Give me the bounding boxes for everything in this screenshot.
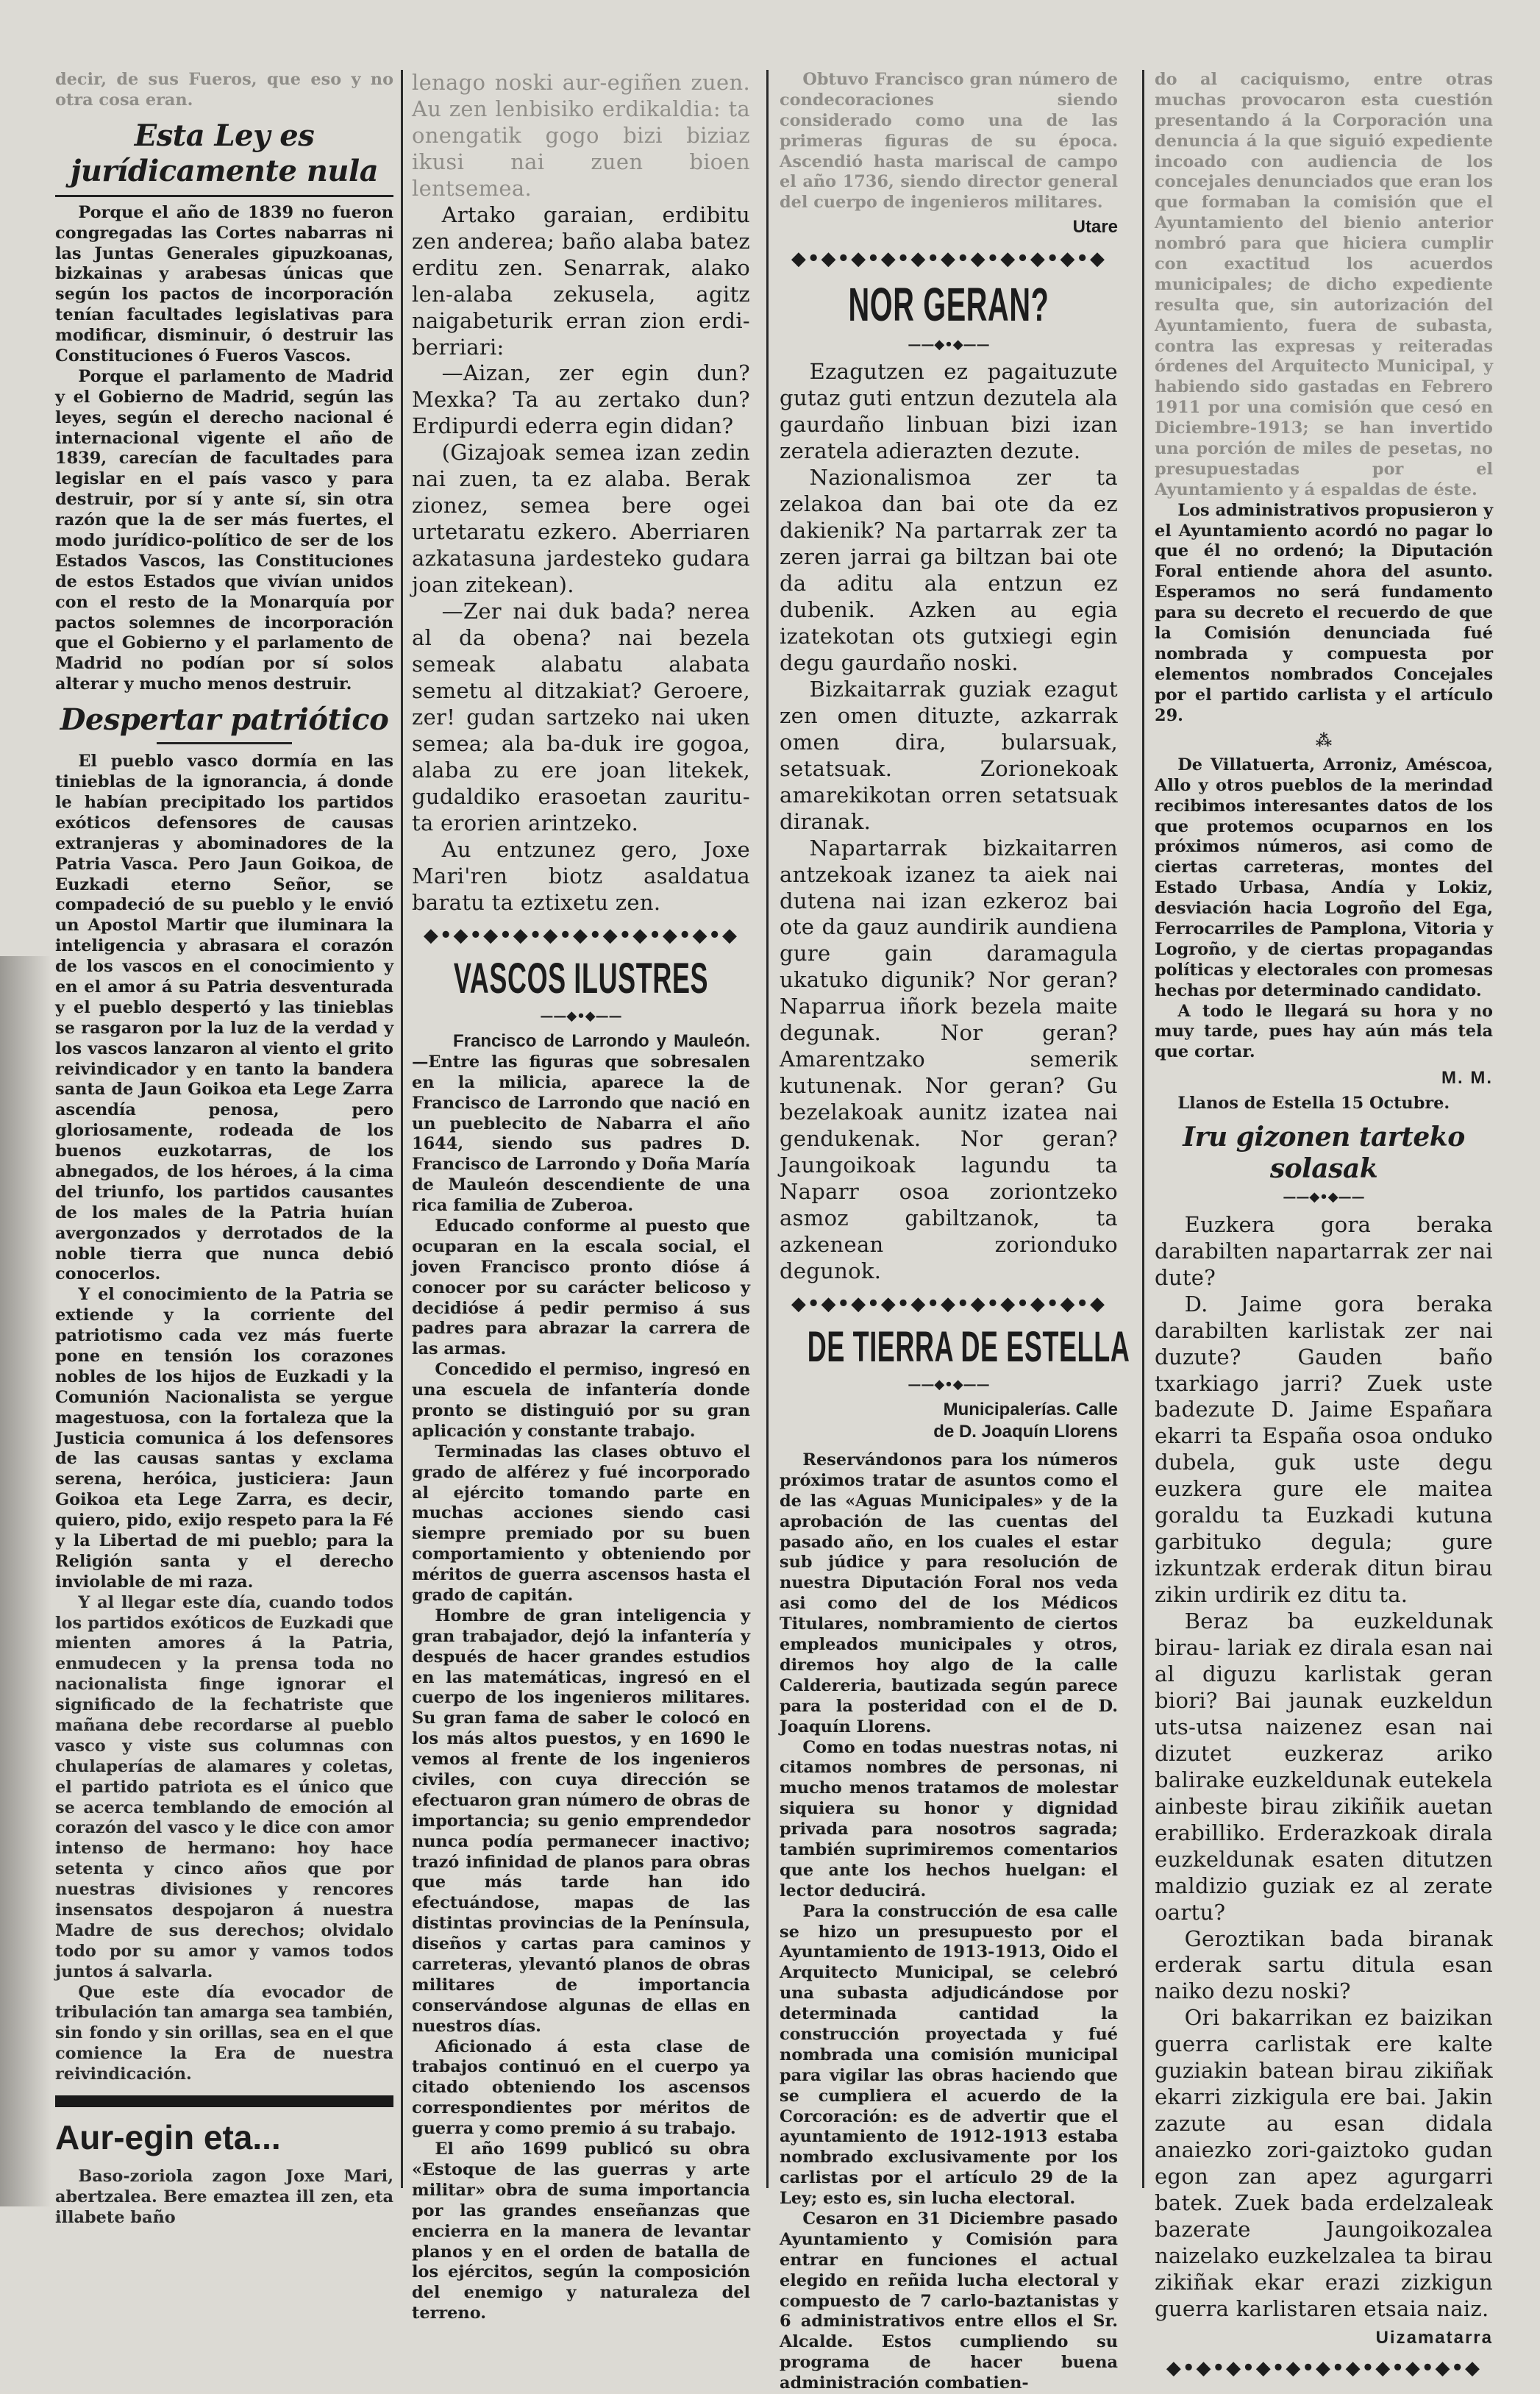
column-rule-2: [766, 70, 769, 2188]
paragraph: Como en todas nuestras notas, ni citamos nombres de personas, ni mucho menos tratamos de molestar siquiera su honor y dignidad privada para nosotros sagrada; también suprimiremos comentarios que ante los hechos huelgan: el lector deducirá.: [780, 1737, 1118, 1900]
paragraph: Y al llegar este día, cuando todos los partidos exóticos de Euzkadi que mienten amores á la Patria, enmudecen y la prensa toda no nacionalista finge ignorar el significado de la fechatriste que mañana debe recordarse al pueblo vasco y viste sus columnas con chulaperías de alamares y coletas, el partido patriota es el único que se acerca temblando de emoción al corazón del vasco y le dice con amor intenso de hermano: hoy hace setenta y cinco años que por nuestras divisiones y rencores insensatos despojaron á nuestra Madre de sus derechos; olvidalo todo por su amor y vamos todos juntos á salvarla.: [55, 1592, 393, 1981]
paragraph: El año 1699 publicó su obra «Estoque de las guerras y arte militar» obra de suma importancia por las grandes enseñanzas que encierra en la manera de levantar planos y en el orden de batalla de los ejércitos, según la composición del enemigo y naturaleza del terreno.: [412, 2140, 750, 2323]
column-3: [780, 70, 1130, 2393]
paragraph: Au entzunez gero, Joxe Mari'ren biotz asaldatua baratu ta eztixetu zen.: [412, 836, 750, 915]
paragraph: Para la construcción de esa calle se hizo un presupuesto por el Ayuntamiento de 1913-1913, Oido el Arquitecto Municipal, se celebró una subasta adjudicándose por determinada cantidad la construcción proyectada y fué nombrada una comisión municipal para vigilar las obras haciendo que se cumpliera el acuerdo de la Corcoración: es de advertir que el ayuntamiento de 1912-1913 estaba nombrado exclusivamente por los carlistas por el artículo 29 de la Ley; esto es, sin lucha electoral.: [780, 1901, 1118, 2209]
paragraph: (Gizajoak semea izan zedin nai zuen, ta ez alaba. Berak zionez, semea bere ogei urtetaratu ezkero. Aberriaren azkatasuna jardesteko gudara joan zitekean).: [412, 440, 750, 598]
signature-uizamatarra: Uizamatarra: [1375, 2327, 1493, 2348]
paragraph: [412, 1030, 750, 1216]
divider: [157, 742, 292, 744]
black-divider-bar: [55, 2095, 393, 2107]
paragraph: Los administrativos propusieron y el Ayuntamiento acordó no pagar lo que él no ordenó; la Diputación Foral entiende ahora del asunto. Esperamos no será fundamento para su decreto el recuerdo de que la Comisión denunciada fué nombrada y compuesta por elementos nombrados Concejales por el partido carlista y el artículo 29.: [1155, 500, 1493, 725]
ornament: ——◆•◆——: [908, 337, 990, 353]
paragraph: Beraz ba euzkeldunak birau- lariak ez dirala esan nai al diguzu karlistak geran biori? Bai jaunak euzkeldun uts-utsa naizenez esan nai dizutet euzkeraz ariko balirake euzkeldunak eutekela ainbeste birau zikiñik auetan erabilliko. Erderazkoak dirala euzkeldunak esaten ditutzen maldizio guziak ez al zerate oartu?: [1155, 1609, 1493, 1925]
paragraph: De Villatuerta, Arroniz, Améscoa, Allo y otros pueblos de la merindad recibimos interesantes datos de los que protemos ocuparnos en los próximos números, asi como de ciertas carreteras, montes del Estado Urbasa, Andía y Lokiz, desviación hacia Logroño del Ega, Ferrocarriles de Pamplona, Vitoria y Logroño, y de ciertas propagandas políticas y electorales con promesas hechas por determinado candidato.: [1155, 755, 1493, 1000]
paragraph: Concedido el permiso, ingresó en una escuela de infantería donde pronto se distinguió por su gran aplicación y constante trabajo.: [412, 1360, 750, 1441]
col1-top-text: decir, de sus Fueros, que eso y no otra cosa eran.: [55, 70, 393, 110]
column-1: [55, 70, 393, 2228]
column-2: [412, 70, 750, 2323]
paragraph: Terminadas las clases obtuvo el grado de alférez y fué incorporado al ejército tomando parte en muchas acciones siendo casi siempre premiado por su buen comportamiento y obteniendo por méritos de guerra ascensos hasta el grado de capitán.: [412, 1442, 750, 1605]
paragraph: Geroztikan bada biranak erderak sartu ditula esan naiko dezu noski?: [1155, 1925, 1493, 2004]
column-rule-1: [401, 70, 403, 2188]
subheading-llorens: de D. Joaquín Llorens: [933, 1422, 1118, 1442]
headline-despertar-patriotico: Despertar patriótico: [60, 702, 389, 738]
headline-aur-egin-eta: Aur-egin eta...: [55, 2118, 281, 2157]
signature-utare: Utare: [1072, 217, 1118, 238]
paragraph: Y el conocimiento de la Patria se extiende y la corriente del patriotismo cada vez más fuerte pone en tensión los corazones nobles de los hijos de Euzkadi y la Comunión Nacionalista se yergue magestuosa, con la fortaleza que la Justicia comunica á los defensores de las causas santas y exclama serena, heróica, justiciera: Jaun Goikoa eta Lege Zarra, es decir, quiero, pido, exijo respeto para la Fé y la Libertad de mi pueblo; para la Religión santa y el derecho inviolable de mi raza.: [55, 1285, 393, 1592]
paragraph: Artako garaian, erdibitu zen anderea; baño alaba batez erditu zen. Senarrak, alako len-alaba zekusela, agitz naigabeturik erran zion erdi-berriari:: [412, 202, 750, 360]
headline-nor-geran: NOR GERAN?: [848, 278, 1049, 332]
ornament: ——◆•◆——: [908, 1376, 990, 1392]
paragraph: Ezagutzen ez pagaituzute gutaz guti entzun dezutela ala gaurdaño linbuan bizi izan zeratela adierazten dezute.: [780, 359, 1118, 464]
paragraph: Baso-zoriola zagon Joxe Mari, abertzalea. Bere emaztea ill zen, eta illabete baño: [55, 2167, 393, 2228]
column-4: [1155, 70, 1493, 2379]
paragraph: Nazionalismoa zer ta zelakoa dan bai ote da ez dakienik? Na partarrak zer ta zeren jarrai ga biltzan bai ote da aditu ala entzun ez dubenik. Azken au egia izatekotan ots gutxiegi egin degu gaurdaño noski.: [780, 465, 1118, 675]
ornamental-divider: ◆•◆•◆•◆•◆•◆•◆•◆•◆•◆•◆: [791, 248, 1107, 271]
paragraph: Napartarrak bizkaitarren antzekoak izanez ta aiek nai dutena nai izan ezkeroz bai ote da gauz aundirik aundiena gure gain daramagula ukatuko digunik? Nor geran? Naparrua iñork bezela maite degunak. Nor geran? Amarentzako semerik kutunenak. Nor geran? Gu bezelakoak aunitz izatea nai gendukenak. Nor geran? Jaungoikoak lagundu ta Naparr osoa zoriontzeko asmoz gabiltzanok, ta azkenean zorionduko degunok.: [780, 835, 1118, 1283]
paragraph: Cesaron en 31 Diciembre pasado Ayuntamiento y Comisión para entrar en funciones el actual elegido en reñida lucha electoral y compuesto de 7 carlo-baztanistas y 6 administrativos entre ellos el Sr. Alcalde. Estos cumpliendo su programa de hacer buena administración combatien-: [780, 2209, 1118, 2393]
ornament: ——◆•◆——: [540, 1008, 622, 1024]
paragraph: Hombre de gran inteligencia y gran trabajador, dejó la infantería y después de hacer grandes estudios en las matemáticas, ingresó en el cuerpo de los ingenieros militares. Su gran fama de saber le colocó en los más altos puestos, y en 1690 le vemos al frente de los ingenieros civiles, con cuya dirección se efectuaron gran número de obras de importancia; su genio emprendedor nunca podía permanecer inactivo; trazó infinidad de planos para obras que más tarde han ido efectuándose, mapas de las distintas provincias de la Península, diseños y cartas para caminos y carreteras, ylevantó planos de obras militares de importancia conservándose algunas de ellas en nuestros días.: [412, 1606, 750, 2036]
headline-iru-gizonen: Iru gizonen tarteko solasak: [1183, 1122, 1465, 1185]
ornamental-divider: ◆•◆•◆•◆•◆•◆•◆•◆•◆•◆•◆: [1166, 2356, 1482, 2379]
paragraph: do al caciquismo, entre otras muchas provocaron esta cuestión presentando á la Corporación una denuncia á la que siguió expediente incoado con audiencia de los concejales denunciados que eran los que formaban la comisión que el Ayuntamiento del bienio anterior nombró para que hiciera cumplir con exactitud los acuerdos municipales; de dicho expediente resulta que, sin autorización del Ayuntamiento, fuera de subasta, contra las expresas y reiteradas órdenes del Arquitecto Municipal, y habiendo sido gastadas en Febrero 1911 por una comisión que cesó en Diciembre-1913; se han invertido una porción de miles de pesetas, no presupuestadas por el Ayuntamiento y á espaldas de éste.: [1155, 70, 1493, 499]
column-rule-3: [1142, 70, 1144, 2188]
subheading-municipalerias: Municipalerías. Calle: [943, 1400, 1118, 1420]
subheading-larrondo: Francisco de Larrondo y Mauleón.: [453, 1030, 750, 1051]
headline-ley-nula: Esta Ley es jurídicamente nula: [70, 118, 379, 188]
ornamental-divider: ◆•◆•◆•◆•◆•◆•◆•◆•◆•◆•◆: [423, 924, 739, 947]
paragraph: Bizkaitarrak guziak ezagut zen omen dituzte, azkarrak omen dira, bularsuak, setatsuak. Zorionekoak amarekikotan orren setatsuak diranak.: [780, 676, 1118, 834]
asterism: ⁂: [1315, 730, 1333, 750]
headline-vascos-ilustres: VASCOS ILUSTRES: [453, 954, 709, 1002]
paragraph: Euzkera gora beraka darabilten napartarrak zer nai dute?: [1155, 1211, 1493, 1290]
signature-mm: M. M.: [1441, 1068, 1493, 1089]
paragraph: Ori bakarrikan ez baizikan guerra carlistak ere kalte guziakin batean birau zikiñak ekarri zizkigula ere bai. Jakin zazute au esan didala anaiezko zori-gaiztoko gudan egon zan apez agurgarri batek. Zuek bada erdelzaleak bazerate Jaungoikozalea naizelako euzkelzalea ta birau zikiñak ekar erazi zizkigun guerra karlistaren etsaia naiz.: [1155, 2005, 1493, 2321]
paragraph-text: —Entre las figuras que sobresalen en la milicia, aparece la de Francisco de Larrondo que nació en un pueblecito de Nabarra el año 1644, siendo sus padres D. Francisco de Larrondo y Doña María de Mauleón descendiente de una rica familia de Zuberoa.: [412, 1052, 750, 1216]
paragraph: Obtuvo Francisco gran número de condecoraciones siendo considerado como una de las primeras figuras de su época. Ascendió hasta mariscal de campo el año 1736, siendo director general del cuerpo de ingenieros militares.: [780, 70, 1118, 213]
paragraph: —Zer nai duk bada? nerea al da obena? nai bezela semeak alabatu alabata semetu al ditzakiat? Geroere, zer! gudan sartzeko nai uken semea; ala ba-duk ire gogoa, alaba zu ere joan litekek, gudaldiko erasoetan zauritu-ta erorien arintzeko.: [412, 599, 750, 836]
ornamental-divider: ◆•◆•◆•◆•◆•◆•◆•◆•◆•◆•◆: [791, 1292, 1107, 1315]
paragraph: Porque el año de 1839 no fueron congregadas las Cortes nabarras ni las Juntas Generales gipuzkoanas, bizkainas y arabesas únicas que según los pactos de incorporación tenían facultades legislativas para modificar, disminuir, ó destruir las Constituciones ó Fueros Vascos.: [55, 202, 393, 366]
page-shadow: [0, 956, 51, 2206]
dateline: Llanos de Estella 15 Octubre.: [1177, 1094, 1450, 1114]
paragraph: lenago noski aur-egiñen zuen. Au zen lenbisiko erdikaldia: ta onengatik gogo bizi biziaz ikusi nai zuen bioen lentsemea.: [412, 70, 750, 201]
paragraph: Reservándonos para los números próximos tratar de asuntos como el de las «Aguas Municipales» y de la aprobación de las cuentas del pasado año, en los cuales el estar sub júdice y para resolución de nuestra Diputación Foral nos veda asi como del de los Médicos Titulares, nombramiento de ciertos empleados municipales y otros, diremos hoy algo de la calle Caldereria, bautizada según parece para la posteridad con el de D. Joaquín Llorens.: [780, 1450, 1118, 1736]
paragraph: —Aizan, zer egin dun? Mexka? Ta au zertako dun? Erdipurdi ederra egin didan?: [412, 360, 750, 439]
headline-tierra-de-estella: DE TIERRA DE ESTELLA: [807, 1323, 1130, 1372]
paragraph: Porque el parlamento de Madrid y el Gobierno de Madrid, según las leyes, según el derecho nacional é internacional vigente el año de 1839, carecían de facultades para legislar en el país vasco y para destruir, por sí y ante sí, sin otra razón que la de ser más fuertes, el modo jurídico-político de ser de los Estados Vascos, las Constituciones de estos Estados que vivían unidos con el resto de la Monarquía por pactos solemnes de incorporación que el Gobierno y el parlamento de Madrid no podían por sí solos alterar y mucho menos destruir.: [55, 366, 393, 694]
paragraph: Educado conforme al puesto que ocuparan en la escala social, el joven Francisco pronto dióse á conocer por su carácter belicoso y decidióse á pedir permiso á sus padres para abrazar la carrera de las armas.: [412, 1216, 750, 1359]
paragraph: A todo le llegará su hora y no muy tarde, pues hay aún más tela que cortar.: [1155, 1001, 1493, 1062]
paragraph: Que este día evocador de tribulación tan amarga sea también, sin fondo y sin orillas, sea en el que comience la Era de nuestra reivindicación.: [55, 1982, 393, 2084]
paragraph: D. Jaime gora beraka darabilten karlistak zer nai duzute? Gauden baño txarkiago jarri? Zuek uste badezute D. Jaime Españara ekarri ta España osoa onduko dubela, guk uste degu euzkera gure ele maitea goraldu ta Euzkadi kutuna garbituko degula; gure izkuntzak erderak ditun birau zikin urdirik ez ditu ta.: [1155, 1291, 1493, 1608]
paragraph: El pueblo vasco dormía en las tinieblas de la ignorancia, á donde le habían precipitado los partidos exóticos defensores de causas extranjeras y abominadores de la Patria Vasca. Pero Jaun Goikoa, de Euzkadi eterno Señor, se compadeció de su pueblo y le envió un Apostol Martir que iluminara la inteligencia y abrasara el corazón de los vascos en el conocimiento y en el amor á su Patria desventurada y el pueblo despertó y las tinieblas se rasgaron por la luz de la verdad y los vascos lanzaron al viento el grito reivindicador y en tanto la bandera santa de Jaun Goikoa eta Lege Zarra ascendía penosa, pero gloriosamente, rodeada de los buenos euzkotarras, de los abnegados, de los héroes, á la cima del triunfo, los partidos causantes de los males de la Patria huían avergonzados y derrotados de la noble tierra que nunca debió conocerlos.: [55, 752, 393, 1284]
paragraph: Aficionado á esta clase de trabajos continuó en el cuerpo ya citado obteniendo los ascensos correspondientes por méritos de guerra y como premio á su trabajo.: [412, 2037, 750, 2139]
ornament: ——◆•◆——: [1283, 1189, 1365, 1205]
divider: [55, 195, 393, 197]
